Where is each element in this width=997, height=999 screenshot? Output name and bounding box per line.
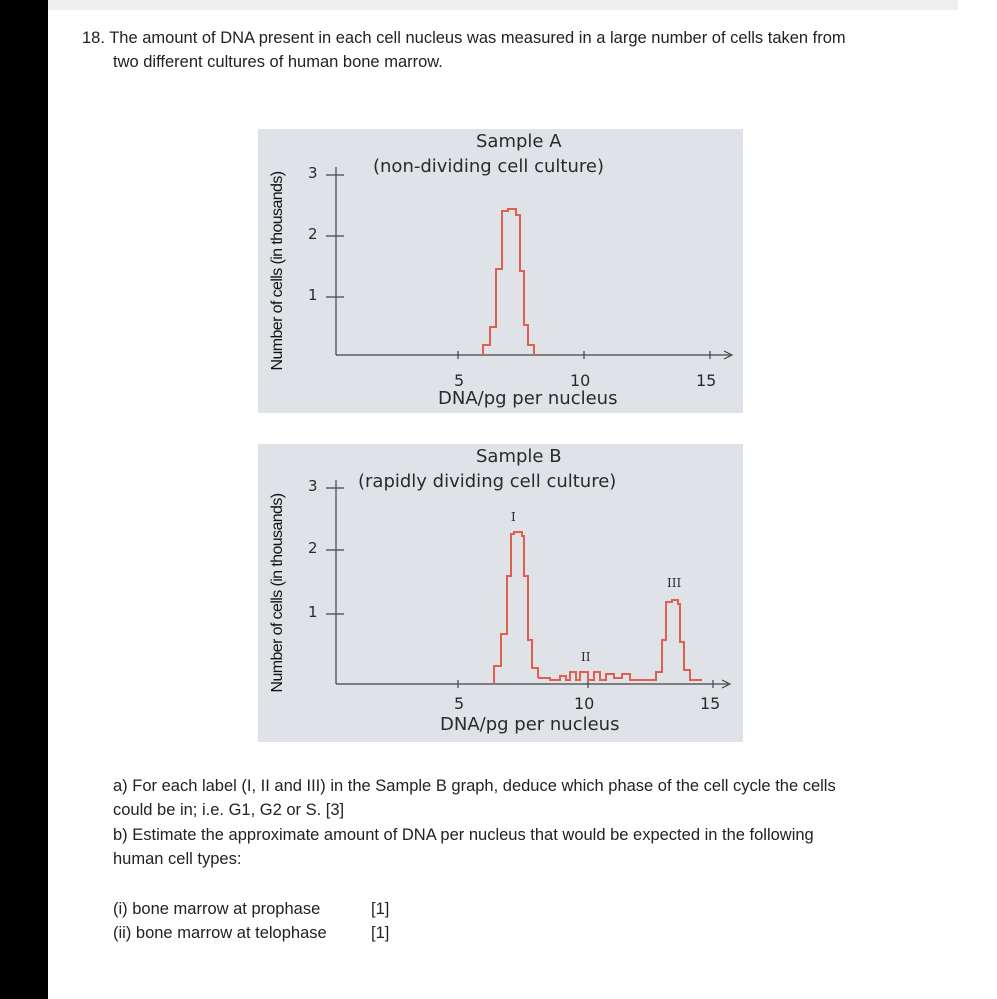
part-b-line-2: human cell types: — [113, 850, 242, 868]
graph-a-x-axis-label: DNA/pg per nucleus — [438, 388, 618, 409]
peak-label-i: I — [511, 510, 516, 524]
graph-b-ytick-2: 2 — [308, 539, 318, 557]
question-line-1: 18. The amount of DNA present in each cell nucleus was measured in a large number of cells taken from — [82, 29, 846, 47]
graph-sample-b — [258, 444, 743, 742]
top-gray-strip — [48, 0, 958, 10]
graph-b-xtick-5: 5 — [454, 694, 465, 713]
part-b-ii-marks: [1] — [371, 924, 390, 942]
graph-a-y-axis-label: Number of cells (in thousands) — [269, 171, 286, 371]
part-a-line-2: could be in; i.e. G1, G2 or S. [3] — [113, 801, 345, 819]
graph-a-ytick-3: 3 — [308, 164, 318, 182]
graph-b-xtick-10: 10 — [574, 694, 595, 713]
graph-b-histogram-peak-i — [494, 532, 538, 684]
graph-a-subtitle: (non-dividing cell culture) — [373, 156, 604, 177]
graph-b-ytick-3: 3 — [308, 477, 318, 495]
part-b-line-1: b) Estimate the approximate amount of DNA per nucleus that would be expected in the following — [113, 826, 814, 844]
graph-b-subtitle: (rapidly dividing cell culture) — [358, 471, 617, 492]
graph-b-histogram-s-phase — [538, 672, 644, 680]
part-a-line-1: a) For each label (I, II and III) in the Sample B graph, deduce which phase of the cell cycle the cells — [113, 777, 836, 795]
peak-label-ii: II — [581, 650, 591, 664]
question-line-2: two different cultures of human bone marrow. — [113, 53, 443, 71]
graph-b-ytick-1: 1 — [308, 603, 318, 621]
graph-a-histogram — [483, 209, 534, 355]
graph-a-ytick-1: 1 — [308, 286, 318, 304]
graph-a-xtick-5: 5 — [454, 371, 465, 390]
graph-b-title: Sample B — [476, 446, 562, 467]
graph-a-xtick-15: 15 — [696, 371, 717, 390]
part-b-i-marks: [1] — [371, 900, 390, 918]
part-b-ii-text: (ii) bone marrow at telophase — [113, 924, 327, 942]
graph-b-histogram-peak-iii — [644, 600, 702, 680]
graph-b-y-axis-label: Number of cells (in thousands) — [269, 493, 286, 693]
graph-a-ytick-2: 2 — [308, 225, 318, 243]
peak-label-iii: III — [667, 576, 682, 590]
part-b-i-text: (i) bone marrow at prophase — [113, 900, 321, 918]
graph-b-xtick-15: 15 — [700, 694, 721, 713]
left-black-border — [0, 0, 48, 999]
graph-a-title: Sample A — [476, 131, 562, 152]
graph-sample-a — [258, 129, 743, 413]
graph-b-x-axis-label: DNA/pg per nucleus — [440, 714, 620, 735]
graph-a-xtick-10: 10 — [570, 371, 591, 390]
